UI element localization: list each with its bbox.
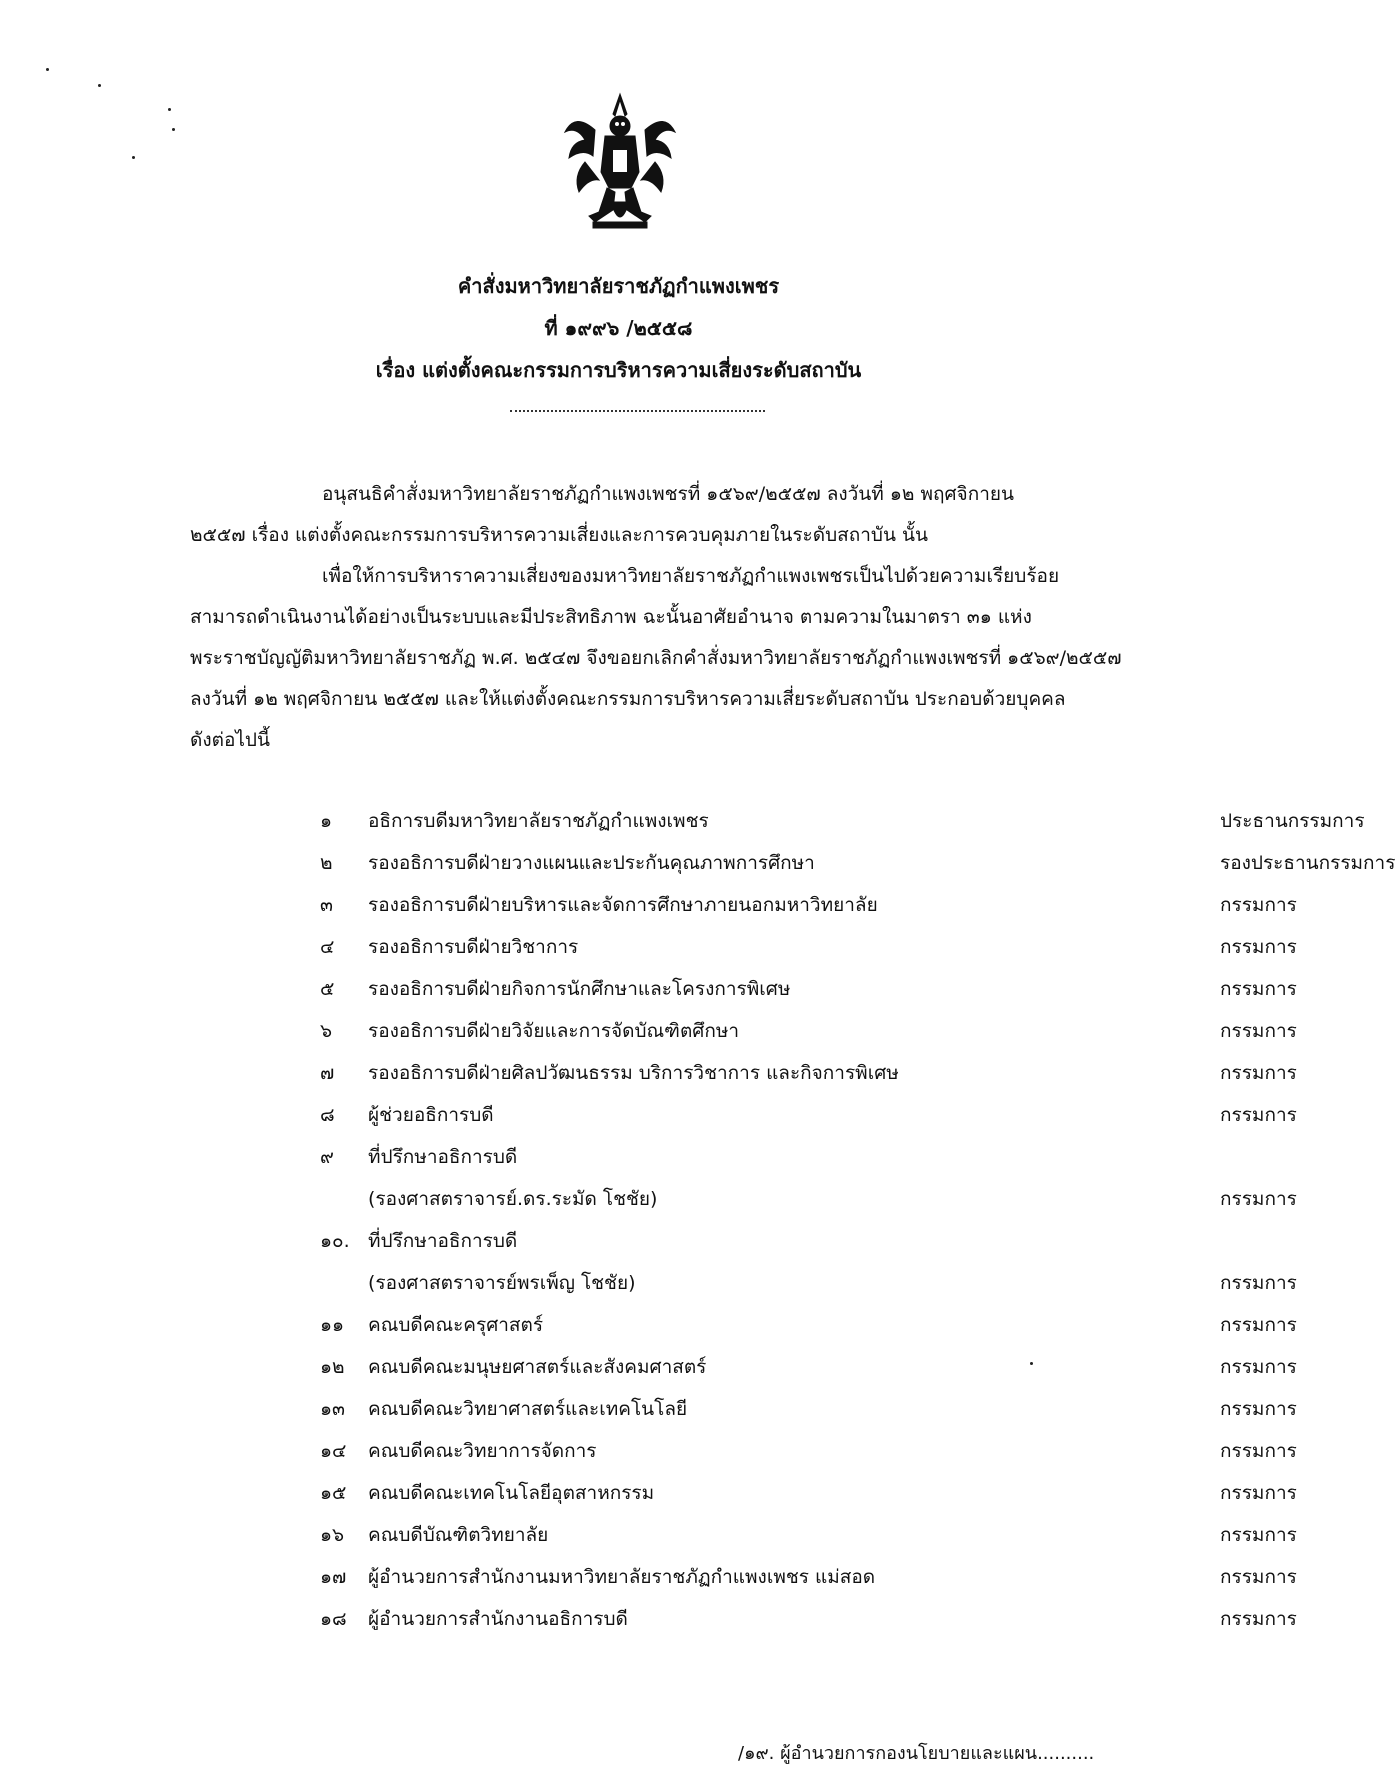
member-number: ๑๐. bbox=[320, 1230, 350, 1252]
member-number: ๑๗ bbox=[320, 1566, 347, 1588]
member-name: ที่ปรึกษาอธิการบดี bbox=[368, 1146, 518, 1168]
member-role: กรรมการ bbox=[1220, 936, 1297, 958]
garuda-emblem bbox=[555, 92, 685, 234]
member-name: อธิการบดีมหาวิทยาลัยราชภัฏกำแพงเพชร bbox=[368, 810, 709, 832]
member-name: คณบดีคณะมนุษยศาสตร์และสังคมศาสตร์ bbox=[368, 1356, 707, 1378]
member-name: รองอธิการบดีฝ่ายวิชาการ bbox=[368, 936, 579, 958]
member-role: กรรมการ bbox=[1220, 1398, 1297, 1420]
scan-speck bbox=[132, 156, 135, 159]
member-name: (รองศาสตราจารย์พรเพ็ญ โชชัย) bbox=[368, 1272, 636, 1294]
member-name: คณบดีคณะวิทยาการจัดการ bbox=[368, 1440, 597, 1462]
member-name: ผู้ช่วยอธิการบดี bbox=[368, 1104, 494, 1126]
member-number: ๑ bbox=[320, 810, 333, 832]
member-name: ผู้อำนวยการสำนักงานอธิการบดี bbox=[368, 1608, 628, 1630]
member-name: (รองศาสตราจารย์.ดร.ระมัด โชชัย) bbox=[368, 1188, 658, 1210]
body-line: ๒๕๕๗ เรื่อง แต่งตั้งคณะกรรมการบริหารความเสี่ยงและการควบคุมภายในระดับสถาบัน นั้น bbox=[190, 524, 928, 546]
next-page-note: /๑๙. ผู้อำนวยการกองนโยบายและแผน.......... bbox=[738, 1743, 1095, 1764]
member-role: กรรมการ bbox=[1220, 1020, 1297, 1042]
member-name: รองอธิการบดีฝ่ายวางแผนและประกันคุณภาพการศึกษา bbox=[368, 852, 815, 874]
member-role: กรรมการ bbox=[1220, 1356, 1297, 1378]
member-name: ที่ปรึกษาอธิการบดี bbox=[368, 1230, 518, 1252]
member-name: รองอธิการบดีฝ่ายบริหารและจัดการศึกษาภายนอกมหาวิทยาลัย bbox=[368, 894, 878, 916]
body-line: เพื่อให้การบริหาราความเสี่ยงของมหาวิทยาลัยราชภัฏกำแพงเพชรเป็นไปด้วยความเรียบร้อย bbox=[322, 565, 1060, 587]
member-number: ๑๑ bbox=[320, 1314, 345, 1336]
member-role: กรรมการ bbox=[1220, 1524, 1297, 1546]
member-number: ๗ bbox=[320, 1062, 335, 1084]
member-role: กรรมการ bbox=[1220, 1440, 1297, 1462]
member-number: ๕ bbox=[320, 978, 335, 1000]
member-role: กรรมการ bbox=[1220, 1314, 1297, 1336]
member-role: กรรมการ bbox=[1220, 1272, 1297, 1294]
member-number: ๑๕ bbox=[320, 1482, 347, 1504]
order-number: ที่ ๑๙๙๖ /๒๕๕๘ bbox=[544, 316, 693, 340]
member-number: ๑๒ bbox=[320, 1356, 345, 1378]
scan-speck bbox=[168, 108, 171, 111]
member-name: คณบดีคณะวิทยาศาสตร์และเทคโนโลยี bbox=[368, 1398, 688, 1420]
title-divider bbox=[510, 410, 765, 412]
member-role: กรรมการ bbox=[1220, 1104, 1297, 1126]
body-paragraph bbox=[190, 474, 1122, 761]
body-line: สามารถดำเนินงานได้อย่างเป็นระบบและมีประสิทธิภาพ ฉะนั้นอาศัยอำนาจ ตามความในมาตรา ๓๑ แห่ง bbox=[190, 606, 1032, 628]
member-role: กรรมการ bbox=[1220, 1188, 1297, 1210]
scan-speck bbox=[98, 84, 101, 87]
member-number: ๙ bbox=[320, 1146, 334, 1168]
member-role: กรรมการ bbox=[1220, 978, 1297, 1000]
member-number: ๑๓ bbox=[320, 1398, 346, 1420]
member-number: ๒ bbox=[320, 852, 333, 874]
member-role: กรรมการ bbox=[1220, 1566, 1297, 1588]
member-number: ๔ bbox=[320, 936, 335, 958]
member-number: ๑๘ bbox=[320, 1608, 347, 1630]
member-name: คณบดีคณะเทคโนโลยีอุตสาหกรรม bbox=[368, 1482, 655, 1504]
member-number: ๘ bbox=[320, 1104, 335, 1126]
member-name: รองอธิการบดีฝ่ายวิจัยและการจัดบัณฑิตศึกษา bbox=[368, 1020, 740, 1042]
member-role: กรรมการ bbox=[1220, 1608, 1297, 1630]
member-name: คณบดีคณะครุศาสตร์ bbox=[368, 1314, 544, 1336]
member-name: ผู้อำนวยการสำนักงานมหาวิทยาลัยราชภัฏกำแพงเพชร แม่สอด bbox=[368, 1566, 876, 1588]
body-line: ลงวันที่ ๑๒ พฤศจิกายน ๒๕๕๗ และให้แต่งตั้งคณะกรรมการบริหารความเสี่ยระดับสถาบัน ประกอบด้วยบุคคล bbox=[190, 688, 1066, 710]
scan-speck bbox=[46, 68, 49, 71]
member-number: ๑๔ bbox=[320, 1440, 347, 1462]
body-line: อนุสนธิคำสั่งมหาวิทยาลัยราชภัฏกำแพงเพชรที่ ๑๕๖๙/๒๕๕๗ ลงวันที่ ๑๒ พฤศจิกายน bbox=[322, 483, 1014, 505]
member-role: รองประธานกรรมการ bbox=[1220, 852, 1395, 874]
scan-speck bbox=[172, 128, 175, 131]
member-role: กรรมการ bbox=[1220, 1062, 1297, 1084]
member-number: ๓ bbox=[320, 894, 333, 916]
member-role: ประธานกรรมการ bbox=[1220, 810, 1365, 832]
order-title: คำสั่งมหาวิทยาลัยราชภัฏกำแพงเพชร bbox=[457, 274, 780, 298]
member-role: กรรมการ bbox=[1220, 894, 1297, 916]
member-number: ๖ bbox=[320, 1020, 333, 1042]
member-name: คณบดีบัณฑิตวิทยาลัย bbox=[368, 1524, 549, 1546]
member-name: รองอธิการบดีฝ่ายกิจการนักศึกษาและโครงการพิเศษ bbox=[368, 978, 791, 1000]
member-number: ๑๖ bbox=[320, 1524, 345, 1546]
scan-speck bbox=[1030, 1362, 1033, 1365]
member-role: กรรมการ bbox=[1220, 1482, 1297, 1504]
body-line: พระราชบัญญัติมหาวิทยาลัยราชภัฏ พ.ศ. ๒๕๔๗ จึงขอยกเลิกคำสั่งมหาวิทยาลัยราชภัฏกำแพงเพชรที่ ๑๕๖๙/๒๕๕๗ bbox=[190, 647, 1122, 669]
order-subject: เรื่อง แต่งตั้งคณะกรรมการบริหารความเสี่ยงระดับสถาบัน bbox=[375, 358, 862, 382]
body-line: ดังต่อไปนี้ bbox=[190, 729, 270, 751]
member-name: รองอธิการบดีฝ่ายศิลปวัฒนธรรม บริการวิชาการ และกิจการพิเศษ bbox=[368, 1062, 899, 1084]
